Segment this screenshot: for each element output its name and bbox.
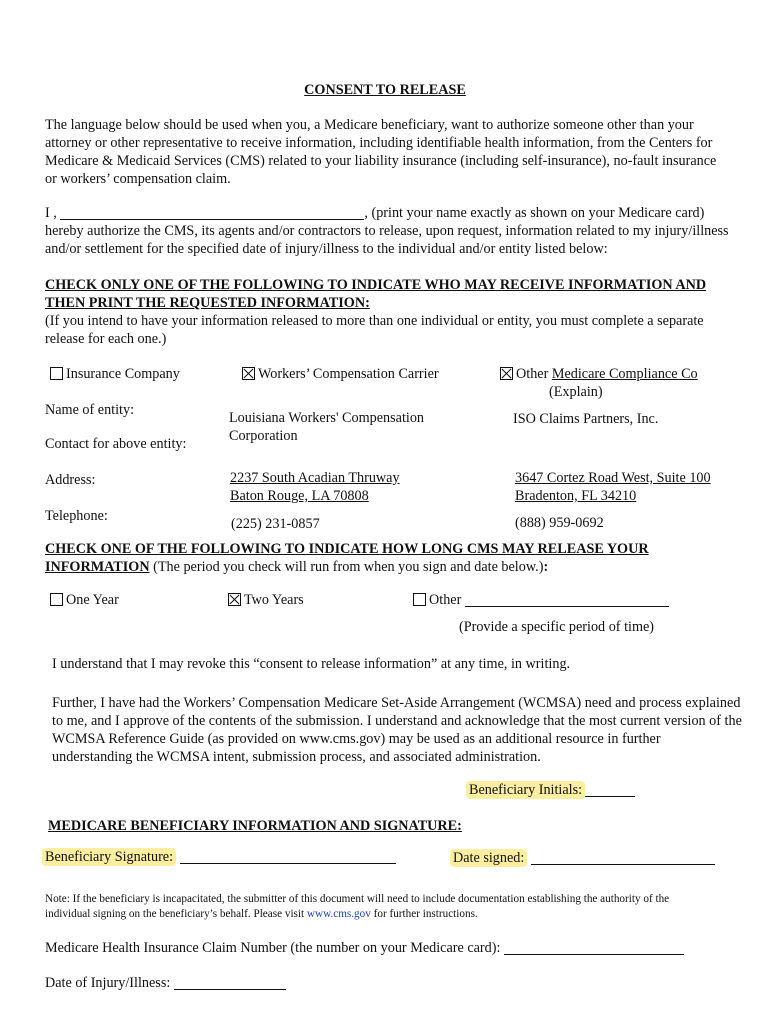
checkbox-one-year[interactable]: [50, 593, 63, 606]
how-long-colon: :: [543, 559, 549, 575]
injury-date-row: [45, 975, 286, 992]
option-two-years[interactable]: [228, 592, 304, 609]
revoke-statement: I understand that I may revoke this “consent to release information” at any time, in writing.: [52, 656, 571, 672]
beneficiary-name-field[interactable]: [60, 205, 364, 220]
option-other-entity[interactable]: [500, 366, 698, 383]
carrier-phone: (225) 231-0857: [231, 516, 320, 532]
initials-label: Beneficiary Initials:: [466, 781, 585, 799]
other-period-hint: (Provide a specific period of time): [459, 619, 655, 635]
page-title: CONSENT TO RELEASE: [304, 82, 466, 98]
note-text-end: for further instructions.: [370, 908, 478, 920]
checkbox-insurance-company[interactable]: [50, 367, 63, 380]
checkbox-workers-comp-carrier[interactable]: [242, 367, 255, 380]
how-long-heading-rest: (The period you check will run from when you sign and date below.): [149, 559, 544, 575]
other-address-line1: 3647 Cortez Road West, Suite 100: [515, 470, 711, 486]
authorize-prefix: I ,: [45, 205, 57, 221]
who-heading: CHECK ONLY ONE OF THE FOLLOWING TO INDICATE WHO MAY RECEIVE INFORMATION AND THEN PRINT THE REQUESTED INFORMATION:: [45, 277, 707, 311]
signature-field[interactable]: [180, 849, 396, 864]
other-address-line2: Bradenton, FL 34210: [515, 488, 637, 504]
claim-number-label: Medicare Health Insurance Claim Number (the number on your Medicare card):: [45, 940, 501, 956]
carrier-name-line2: Corporation: [229, 428, 298, 444]
claim-number-row: [45, 940, 684, 957]
option-label: Other: [516, 366, 549, 382]
option-label: Two Years: [244, 592, 304, 608]
carrier-address-line2: Baton Rouge, LA 70808: [230, 488, 369, 504]
authorization-statement: [45, 204, 735, 258]
telephone-label: Telephone:: [45, 508, 108, 524]
option-insurance-company[interactable]: [50, 366, 180, 383]
other-period-field[interactable]: [465, 592, 669, 607]
option-label: Insurance Company: [66, 366, 180, 382]
option-label: Other: [429, 592, 462, 608]
intro-paragraph: The language below should be used when you, a Medicare beneficiary, want to authorize someone other than your attorney or other representative to receive information, including identifiable health information, from the Centers for Medicare & Medicaid Services (CMS) related to your liability insurance (including self-insurance), no-fault insurance or workers’ compensation claim.: [45, 117, 717, 187]
injury-date-field[interactable]: [174, 975, 286, 990]
injury-date-label: Date of Injury/Illness:: [45, 975, 171, 991]
option-workers-comp-carrier[interactable]: [242, 366, 439, 383]
checkbox-other-entity[interactable]: [500, 367, 513, 380]
checkbox-two-years[interactable]: [228, 593, 241, 606]
date-signed-field[interactable]: [531, 850, 715, 865]
carrier-address-line1: 2237 South Acadian Thruway: [230, 470, 400, 486]
who-note: (If you intend to have your information released to more than one individual or entity, you must complete a separate release for each one.): [45, 313, 704, 347]
further-paragraph: Further, I have had the Workers’ Compensation Medicare Set-Aside Arrangement (WCMSA) need and process explained to me, and I approve of the contents of the submission. I understand and acknowledge that the most current version of the WCMSA Reference Guide (as provided on www.cms.gov) may be used as an additional resource in further understanding the WCMSA intent, submission process, and associated administration.: [52, 695, 742, 765]
initials-row: [466, 782, 635, 799]
date-row: [450, 850, 715, 867]
other-phone: (888) 959-0692: [515, 515, 604, 531]
claim-number-field[interactable]: [504, 940, 684, 955]
signature-heading: MEDICARE BENEFICIARY INFORMATION AND SIGNATURE:: [48, 818, 462, 834]
how-long-subheading: [45, 559, 548, 576]
other-entity-name: ISO Claims Partners, Inc.: [513, 411, 659, 427]
incapacity-note: [45, 892, 705, 922]
signature-label: Beneficiary Signature:: [42, 848, 176, 866]
initials-field[interactable]: [585, 782, 635, 797]
note-text: Note: If the beneficiary is incapacitated, the submitter of this document will need to include documentation establishing the authority of the individual signing on the beneficiary’s behalf. Please visit: [45, 893, 670, 920]
cms-link[interactable]: www.cms.gov: [306, 908, 371, 920]
carrier-name-line1: Louisiana Workers' Compensation: [229, 410, 425, 426]
other-explain-label: (Explain): [549, 384, 603, 400]
signature-row: [42, 849, 396, 866]
authorize-suffix: , (print your name exactly as shown on your Medicare card): [364, 205, 705, 221]
how-long-heading: CHECK ONE OF THE FOLLOWING TO INDICATE HOW LONG CMS MAY RELEASE YOUR: [45, 541, 649, 557]
option-label: Workers’ Compensation Carrier: [258, 366, 439, 382]
authorize-body: hereby authorize the CMS, its agents and/or contractors to release, upon request, information related to my injury/illness and/or settlement for the specified date of injury/illness to the individual and/or entity listed below:: [45, 223, 729, 257]
option-one-year[interactable]: [50, 592, 119, 609]
option-other-period[interactable]: [413, 592, 669, 609]
option-label: One Year: [66, 592, 119, 608]
date-signed-label: Date signed:: [450, 849, 527, 867]
address-label: Address:: [45, 472, 96, 488]
other-entity-value[interactable]: Medicare Compliance Co: [551, 366, 698, 382]
contact-label: Contact for above entity:: [45, 436, 187, 452]
name-of-entity-label: Name of entity:: [45, 402, 135, 418]
checkbox-other-period[interactable]: [413, 593, 426, 606]
how-long-heading-word: INFORMATION: [45, 559, 150, 575]
